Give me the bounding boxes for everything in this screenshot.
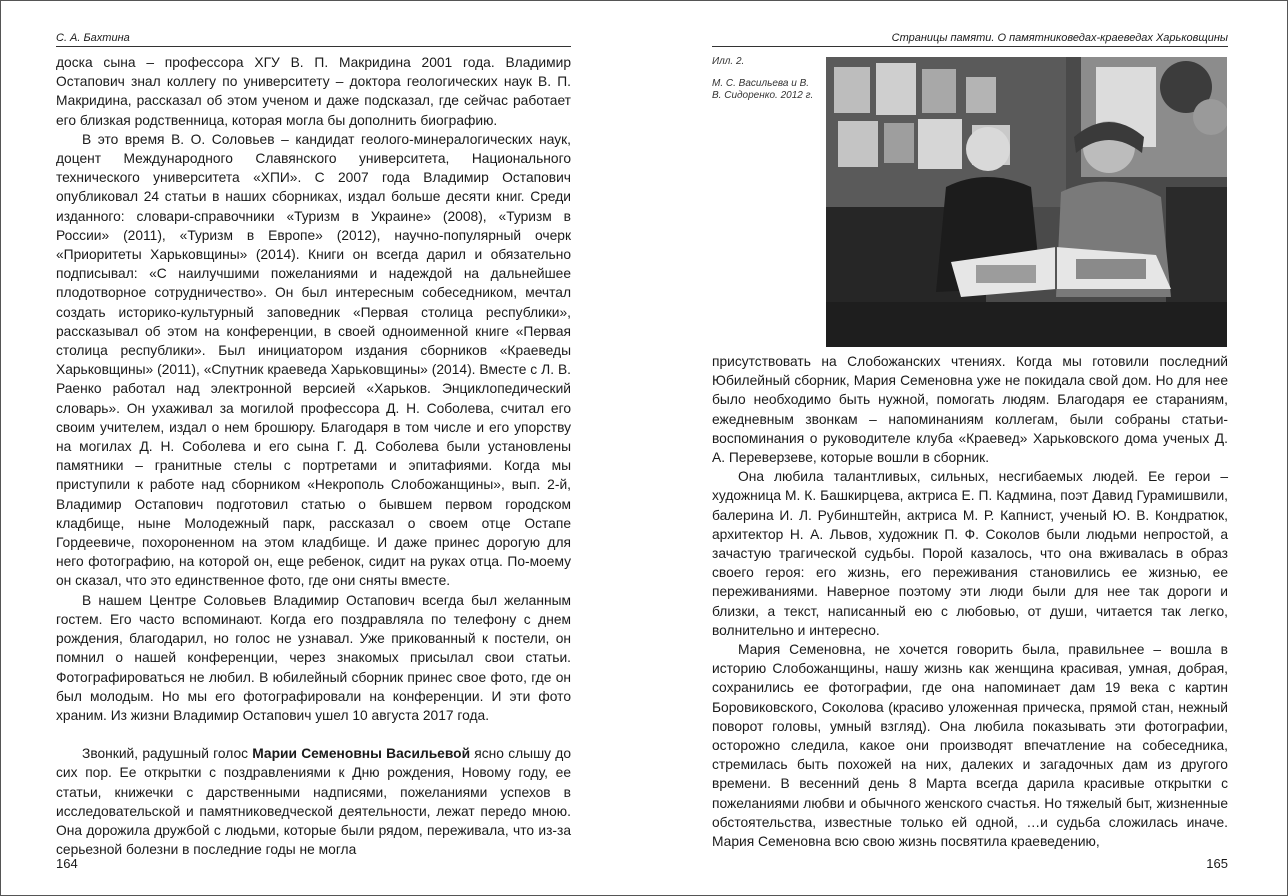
paragraph: доска сына – профессора ХГУ В. П. Макридина 2001 года. Владимир Остапович знал коллегу по университету – доктора геологических наук В. П. Макридина, рассказал об этом ученом и даже подсказал, где сейчас работает его близкая родственница, которая могла бы дополнить биографию. <box>56 55 571 128</box>
person-name-bold: Марии Семеновны Васильевой <box>252 746 471 762</box>
running-head-title: Страницы памяти. О памятниковедах-краеведах Харьковщины <box>712 31 1228 47</box>
page-number: 165 <box>1206 856 1228 871</box>
paragraph: В нашем Центре Соловьев Владимир Остапович всегда был желанным гостем. Его часто вспоминают. Когда его поздравляла по телефону с днем рождения, благодарил, но голос не узнавал. Уже прикованный к постели, он помнил о нашей конференции, через знакомых присылал свои статьи. Фотографироваться не любил. В юбилейный сборник принес свое фото, где он был молодым. Но мы его фотографировали на конференции. И эти фото храним. Из жизни Владимир Остапович ушел 10 августа 2017 года. <box>56 592 571 723</box>
paragraph-vasilyeva <box>56 744 571 859</box>
paragraph-text: ясно слышу до сих пор. Ее открытки с поздравлениями к Дню рождения, Новому году, ее статьи, книжечки с дарственными надписями, пожеланиями успехов в исследовательской и памятниковедческой деятельности, лежат передо мною. Она дорожила дружбой с людьми, которые были рядом, переживала, что из-за серьезной болезни в последние годы не могла <box>56 746 571 858</box>
illustration-label: Илл. 2. <box>712 56 745 67</box>
illustration-caption <box>712 56 816 102</box>
left-page <box>56 1 571 895</box>
paragraph: В это время В. О. Соловьев – кандидат геолого-минералогических наук, доцент Международного Славянского университета, Национального технического университета «ХПИ». С 2007 года Владимир Остапович опубликовал 24 статьи в наших сборниках, издал больше десяти книг. Среди изданного: словари-справочники «Туризм в Украине» (2008), «Туризм в России» (2011), «Туризм в Европе» (2012), научно-популярный очерк «Приоритеты Харьковщины» (2014). Книги он всегда дарил и обязательно подписывал: «С наилучшими пожеланиями и надеждой на дальнейшее плодотворное сотрудничество». Он был интересным собеседником, мечтал создать историко-культурный заповедник «Первая столица республики», рассказывал об этом на конференции, в своей одноименной книге «Первая столица республики». Был инициатором издания сборников «Краеведы Харьковщины» (2011), «Спутник краеведа Харьковщины» (2014). Вместе с Л. В. Раенко работал над электронной версией «Харьков. Энциклопедический словарь». Он ухаживал за могилой профессора Д. Н. Соболева, считал его своим учителем, издал о нем брошюру. Благодаря в том числе и его упорству на могилах Д. Н. Соболева и его сына Г. Д. Соболева были установлены памятники – гранитные стелы с портретами и эпитафиями. Когда мы приступили к работе над сборником «Некрополь Слобожанщины», вып. 2-й, Владимир Остапович подготовил статью о бывшем первом городском кладбище, ныне Молодежный парк, рассказал о своем отце Остапе Гордеевиче, похороненном на этом кладбище. И даже принес дорогую для него фотографию, на которой он, еще ребенок, сидит на руках отца. По-моему он сказал, что это единственное фото, где они сняты вместе. <box>56 131 571 589</box>
left-body-text <box>56 53 571 859</box>
running-head-author: С. А. Бахтина <box>56 31 571 47</box>
paragraph-text: Звонкий, радушный голос <box>82 746 253 762</box>
paragraph: Она любила талантливых, сильных, несгибаемых людей. Ее герои – художница М. К. Башкирцева, актриса Е. П. Кадмина, поэт Давид Гурамишвили, балерина И. Л. Рубинштейн, актриса М. Р. Капнист, ученый Ю. В. Кондратюк, архитектор Н. А. Львов, художник П. Ф. Соколов были людьми непростой, а зачастую трагической судьбы. Порой казалось, что она вживалась в образ своего героя: его жизнь, его переживания становились ее жизнью, ее переживаниями. Наверное поэтому эти люди были для нее так дороги и близки, а текст, написанный ею с любовью, от души, читается так легко, волнительно и интересно. <box>712 469 1228 638</box>
right-body-text <box>712 352 1228 851</box>
right-page <box>712 1 1228 895</box>
photo-illustration <box>826 57 1227 347</box>
page-number: 164 <box>56 856 78 871</box>
illustration-caption-text: М. С. Васильева и В. В. Сидоренко. 2012 г. <box>712 78 814 101</box>
paragraph: присутствовать на Слобожанских чтениях. Когда мы готовили последний Юбилейный сборник, Мария Семеновна уже не покидала свой дом. Но для нее было необходимо быть нужной, помогать людям. Благодаря ее стараниям, ежедневным звонкам – напоминаниям коллегам, были собраны статьи-воспоминания о руководителе клуба «Краевед» Харьковского дома ученых Д. А. Переверзеве, которые вошли в сборник. <box>712 354 1228 466</box>
paragraph: Мария Семеновна, не хочется говорить была, правильнее – вошла в историю Слобожанщины, нашу жизнь как женщина красивая, умная, добрая, сохранились ее фотографии, где она напоминает дам 19 века с картин Боровиковского, Соколова (красиво уложенная прическа, прямой стан, нежный поворот головы, умный взгляд). Она любила показывать эти фотографии, осторожно следила, какое они производят впечатление на собеседника, стремилась быть похожей на них, далеких и загадочных дам из другого времени. В весенний день 8 Марта всегда дарила красивые открытки с пожеланиями любви и обычного женского счастья. Но тяжелый быт, жизненные обстоятельства, известные только ей одной, …и судьба сложилась иначе. Мария Семеновна всю свою жизнь посвятила краеведению, <box>712 642 1228 850</box>
photo-image <box>826 57 1227 347</box>
